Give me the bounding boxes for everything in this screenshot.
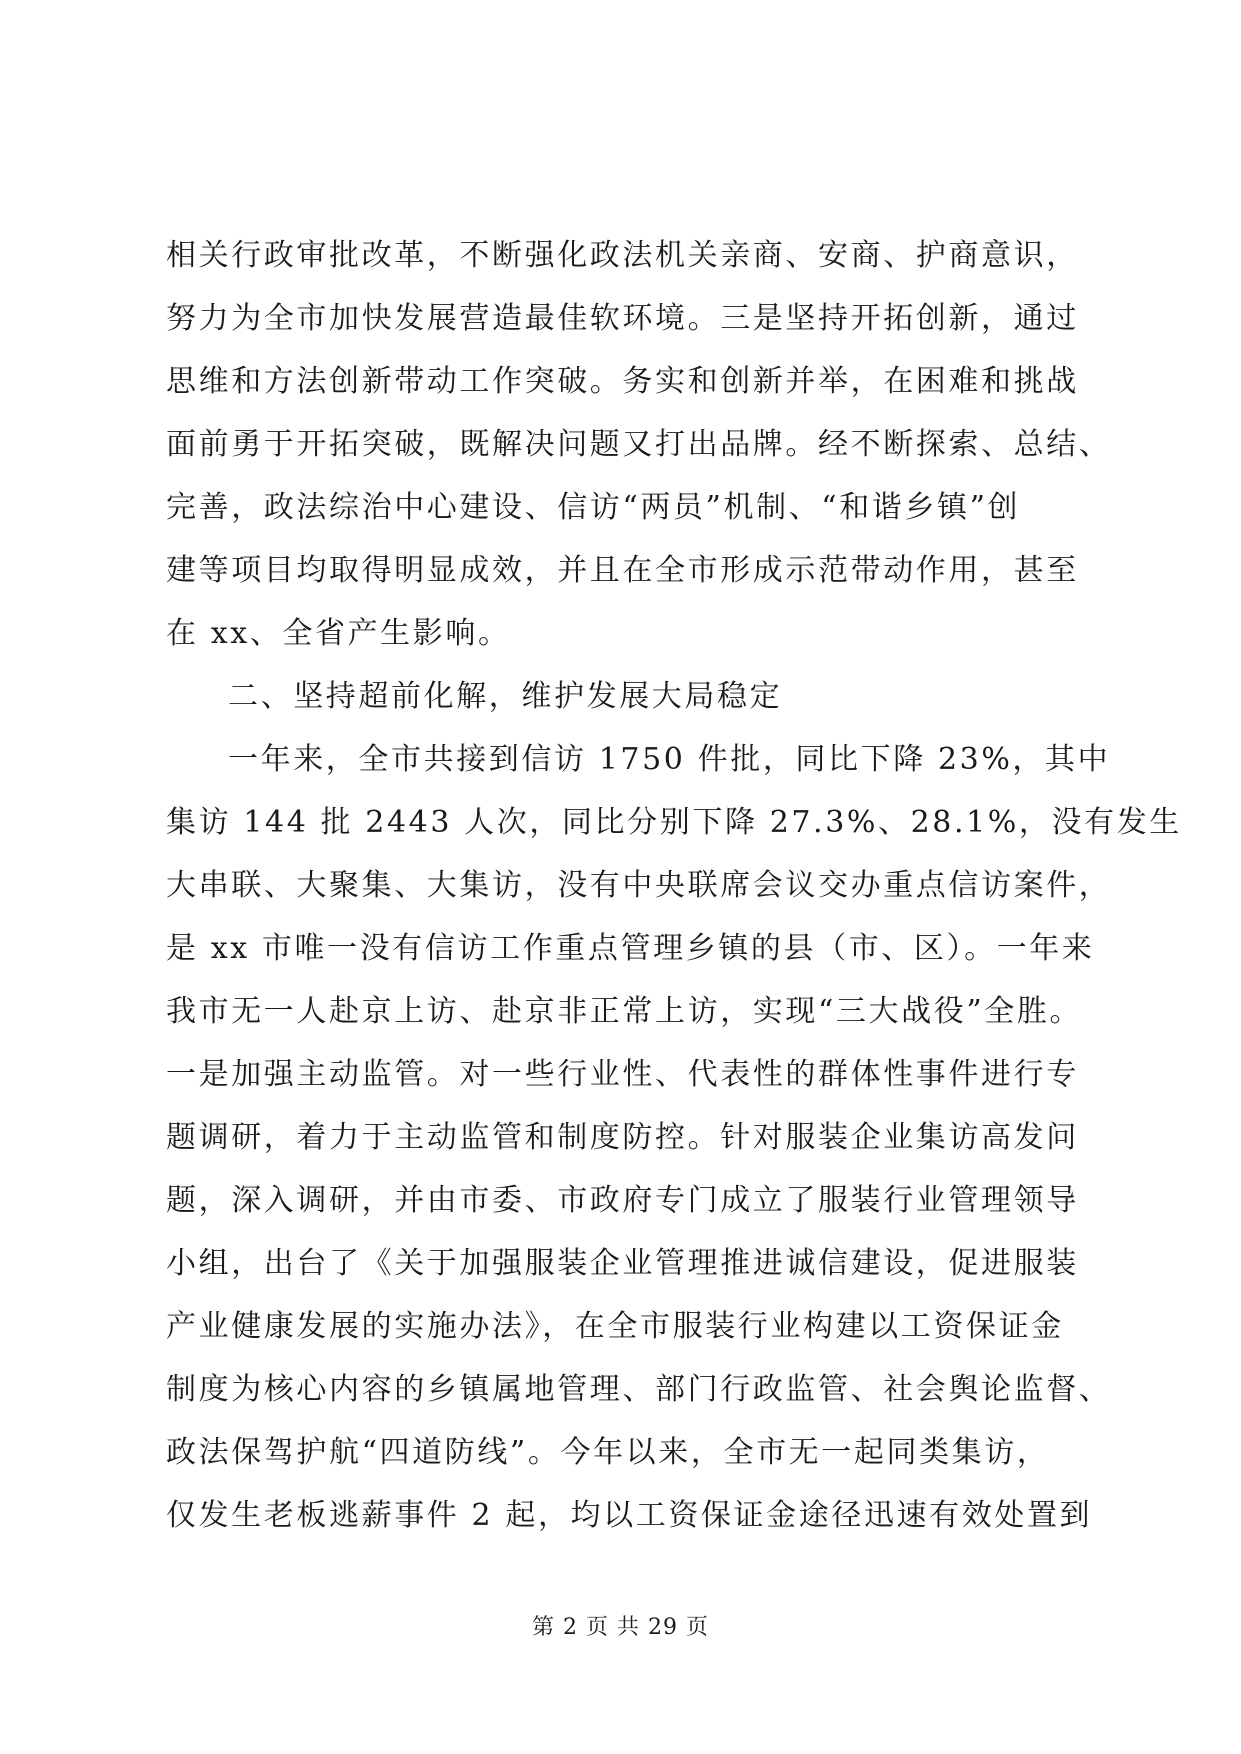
- text-line: 努力为全市加快发展营造最佳软环境。三是坚持开拓创新，通过: [166, 301, 1079, 336]
- page-footer: 第 2 页 共 29 页: [532, 1615, 709, 1640]
- text-line: 小组，出台了《关于加强服装企业管理推进诚信建设，促进服装: [166, 1246, 1079, 1281]
- text-line: 面前勇于开拓突破，既解决问题又打出品牌。经不断探索、总结、: [166, 427, 1112, 462]
- text-line: 题，深入调研，并由市委、市政府专门成立了服装行业管理领导: [166, 1183, 1079, 1218]
- text-line: 二、坚持超前化解，维护发展大局稳定: [228, 679, 783, 714]
- text-line: 完善，政法综治中心建设、信访“两员”机制、“和谐乡镇”创: [166, 490, 1021, 525]
- text-line: 是 xx 市唯一没有信访工作重点管理乡镇的县（市、区）。一年来: [166, 931, 1095, 966]
- text-line: 在 xx、全省产生影响。: [166, 616, 511, 651]
- text-line: 大串联、大聚集、大集访，没有中央联席会议交办重点信访案件，: [166, 868, 1112, 903]
- text-line: 仅发生老板逃薪事件 2 起，均以工资保证金途径迅速有效处置到: [166, 1498, 1093, 1533]
- body-text: [166, 224, 1182, 1547]
- text-line: 一年来，全市共接到信访 1750 件批，同比下降 23%，其中: [228, 742, 1111, 777]
- text-line: 产业健康发展的实施办法》，在全市服装行业构建以工资保证金: [166, 1309, 1064, 1344]
- text-line: 我市无一人赴京上访、赴京非正常上访，实现“三大战役”全胜。: [166, 994, 1083, 1029]
- text-line: 集访 144 批 2443 人次，同比分别下降 27.3%、28.1%，没有发生: [166, 805, 1182, 840]
- text-line: 思维和方法创新带动工作突破。务实和创新并举，在困难和挑战: [166, 364, 1079, 399]
- text-line: 题调研，着力于主动监管和制度防控。针对服装企业集访高发问: [166, 1120, 1079, 1155]
- text-line: 建等项目均取得明显成效，并且在全市形成示范带动作用，甚至: [166, 553, 1079, 588]
- text-line: 政法保驾护航“四道防线”。今年以来，全市无一起同类集访，: [166, 1435, 1050, 1470]
- text-line: 一是加强主动监管。对一些行业性、代表性的群体性事件进行专: [166, 1057, 1079, 1092]
- text-line: 制度为核心内容的乡镇属地管理、部门行政监管、社会舆论监督、: [166, 1372, 1112, 1407]
- text-line: 相关行政审批改革，不断强化政法机关亲商、安商、护商意识，: [166, 238, 1079, 273]
